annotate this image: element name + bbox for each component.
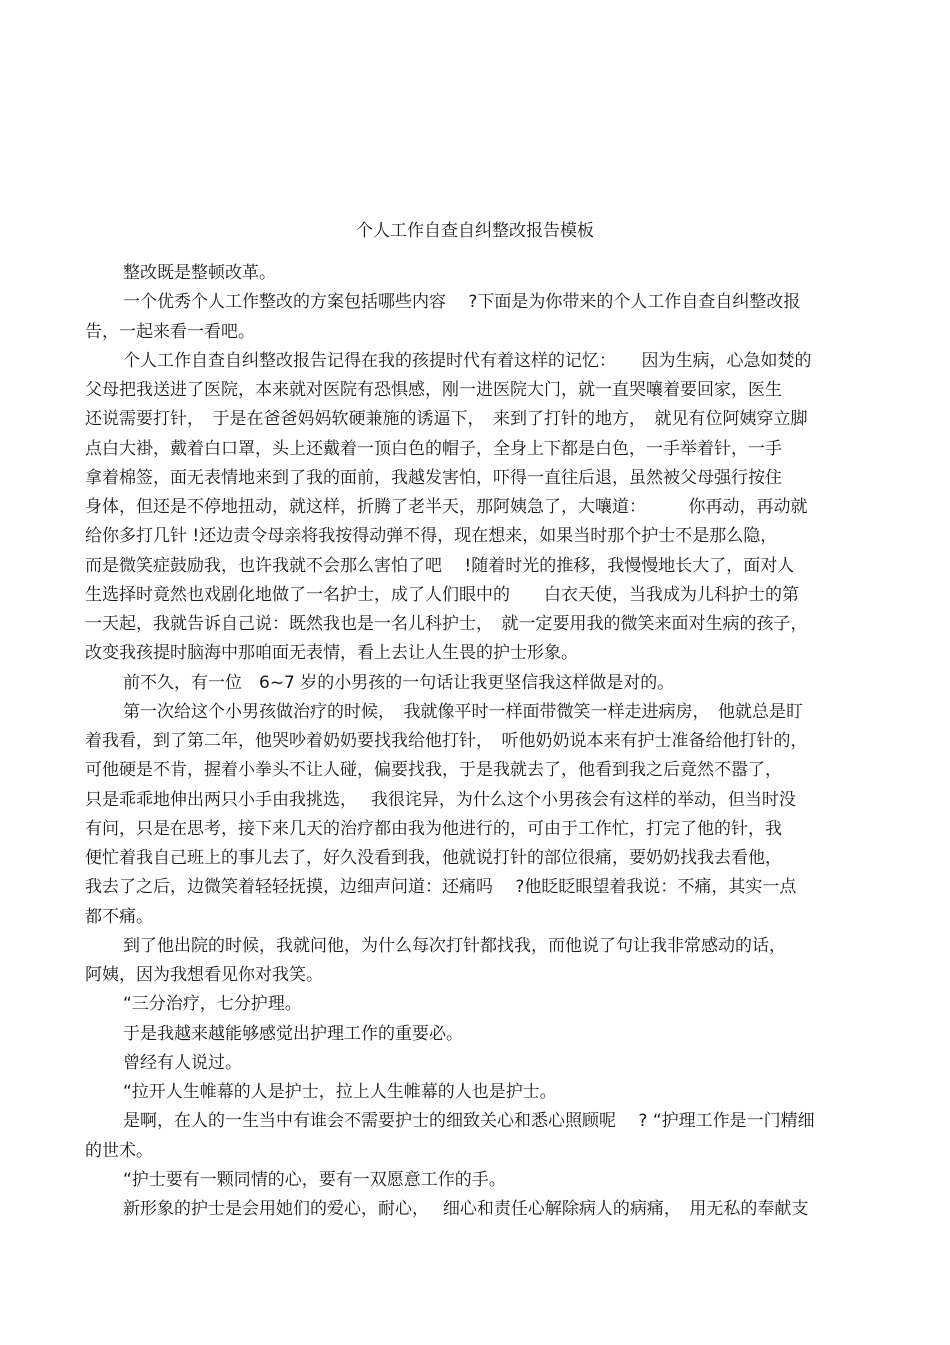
paragraph-line: 还说需要打针， 于是在爸爸妈妈软硬兼施的诱逼下， 来到了打针的地方， 就见有位阿姨穿立脚 [85,409,808,430]
paragraph-line: “护士要有一颗同情的心，要有一双愿意工作的手。 [123,1169,506,1190]
paragraph-line: 告，一起来看一看吧。 [85,321,255,342]
document-body [85,259,865,1224]
paragraph-line: 给你多打几针 !还边责令母亲将我按得动弹不得，现在想来，如果当时那个护士不是那么隐， [85,526,778,547]
paragraph-line: 父母把我送进了医院，本来就对医院有恐惧感，刚一进医院大门，就一直哭嚷着要回家，医生 [85,380,782,400]
paragraph-line: 阿姨，因为我想看见你对我笑。 [85,965,323,985]
paragraph-line: 点白大褂，戴着白口罩，头上还戴着一顶白色的帽子，全身上下都是白色，一手举着针，一手 [85,438,782,459]
paragraph-line: 整改既是整顿改革。 [123,263,276,283]
paragraph-line: 于是我越来越能够感觉出护理工作的重要必。 [123,1023,463,1044]
paragraph-line: “拉开人生帷幕的人是护士，拉上人生帷幕的人也是护士。 [123,1082,557,1102]
paragraph-line: 生选择时竟然也戏剧化地做了一名护士，成了人们眼中的 白衣天使，当我成为儿科护士的第 [85,584,799,605]
paragraph-line: 个人工作自查自纠整改报告记得在我的孩提时代有着这样的记忆： 因为生病，心急如焚的 [123,350,812,371]
paragraph-line: 到了他出院的时候，我就问他，为什么每次打针都找我，而他说了句让我非常感动的话， [123,935,786,956]
paragraph-line: 有问，只是在思考，接下来几天的治疗都由我为他进行的，可由于工作忙，打完了他的针，我 [85,818,782,839]
paragraph-line: 着我看，到了第二年，他哭吵着奶奶要找我给他打针， 听他奶奶说本来有护士准备给他打针的， [85,731,808,751]
paragraph-line: 都不痛。 [85,906,153,927]
document-title: 个人工作自查自纠整改报告模板 [356,221,594,241]
paragraph-line: 改变我孩提时脑海中那咱面无表情，看上去让人生畏的护士形象。 [85,643,578,664]
paragraph-line: 前不久，有一位 6~7 岁的小男孩的一句话让我更坚信我这样做是对的。 [123,672,675,693]
paragraph-line: 而是微笑症鼓励我，也许我就不会那么害怕了吧 !随着时光的推移，我慢慢地长大了，面对人 [85,555,795,576]
paragraph-line: 曾经有人说过。 [123,1052,242,1073]
paragraph-line: 第一次给这个小男孩做治疗的时候， 我就像平时一样面带微笑一样走进病房， 他就总是盯 [123,701,803,722]
paragraph-line: 是啊，在人的一生当中有谁会不需要护士的细致关心和悉心照顾呢 ? “护理工作是一门精细 [123,1111,815,1132]
paragraph-line: 拿着棉签，面无表情地来到了我的面前，我越发害怕，吓得一直往后退，虽然被父母强行按住 [85,467,782,488]
paragraph-line: 一个优秀个人工作整改的方案包括哪些内容 ?下面是为你带来的个人工作自查自纠整改报 [123,292,801,313]
paragraph-line: 便忙着我自己班上的事儿去了，好久没看到我，他就说打针的部位很痛，要奶奶找我去看他， [85,848,782,868]
paragraph-line: 的世术。 [85,1140,153,1161]
paragraph-line: 新形象的护士是会用她们的爱心，耐心， 细心和责任心解除病人的病痛， 用无私的奉献支 [123,1199,809,1219]
paragraph-line: 可他硬是不肯，握着小拳头不让人碰，偏要找我，于是我就去了，他看到我之后竟然不嚣了， [85,760,782,781]
paragraph-line: 身体，但还是不停地扭动，就这样，折腾了老半天，那阿姨急了，大嚷道： 你再动，再动就 [85,497,808,517]
paragraph-line: 一天起，我就告诉自己说：既然我也是一名儿科护士， 就一定要用我的微笑来面对生病的孩子， [85,614,808,634]
paragraph-line: “三分治疗，七分护理。 [123,994,302,1015]
paragraph-line: 我去了之后，边微笑着轻轻抚摸，边细声问道：还痛吗 ?他眨眨眼望着我说：不痛，其实一点 [85,877,797,898]
paragraph-line: 只是乖乖地伸出两只小手由我挑选， 我很诧异，为什么这个小男孩会有这样的举动，但当时没 [85,789,796,810]
